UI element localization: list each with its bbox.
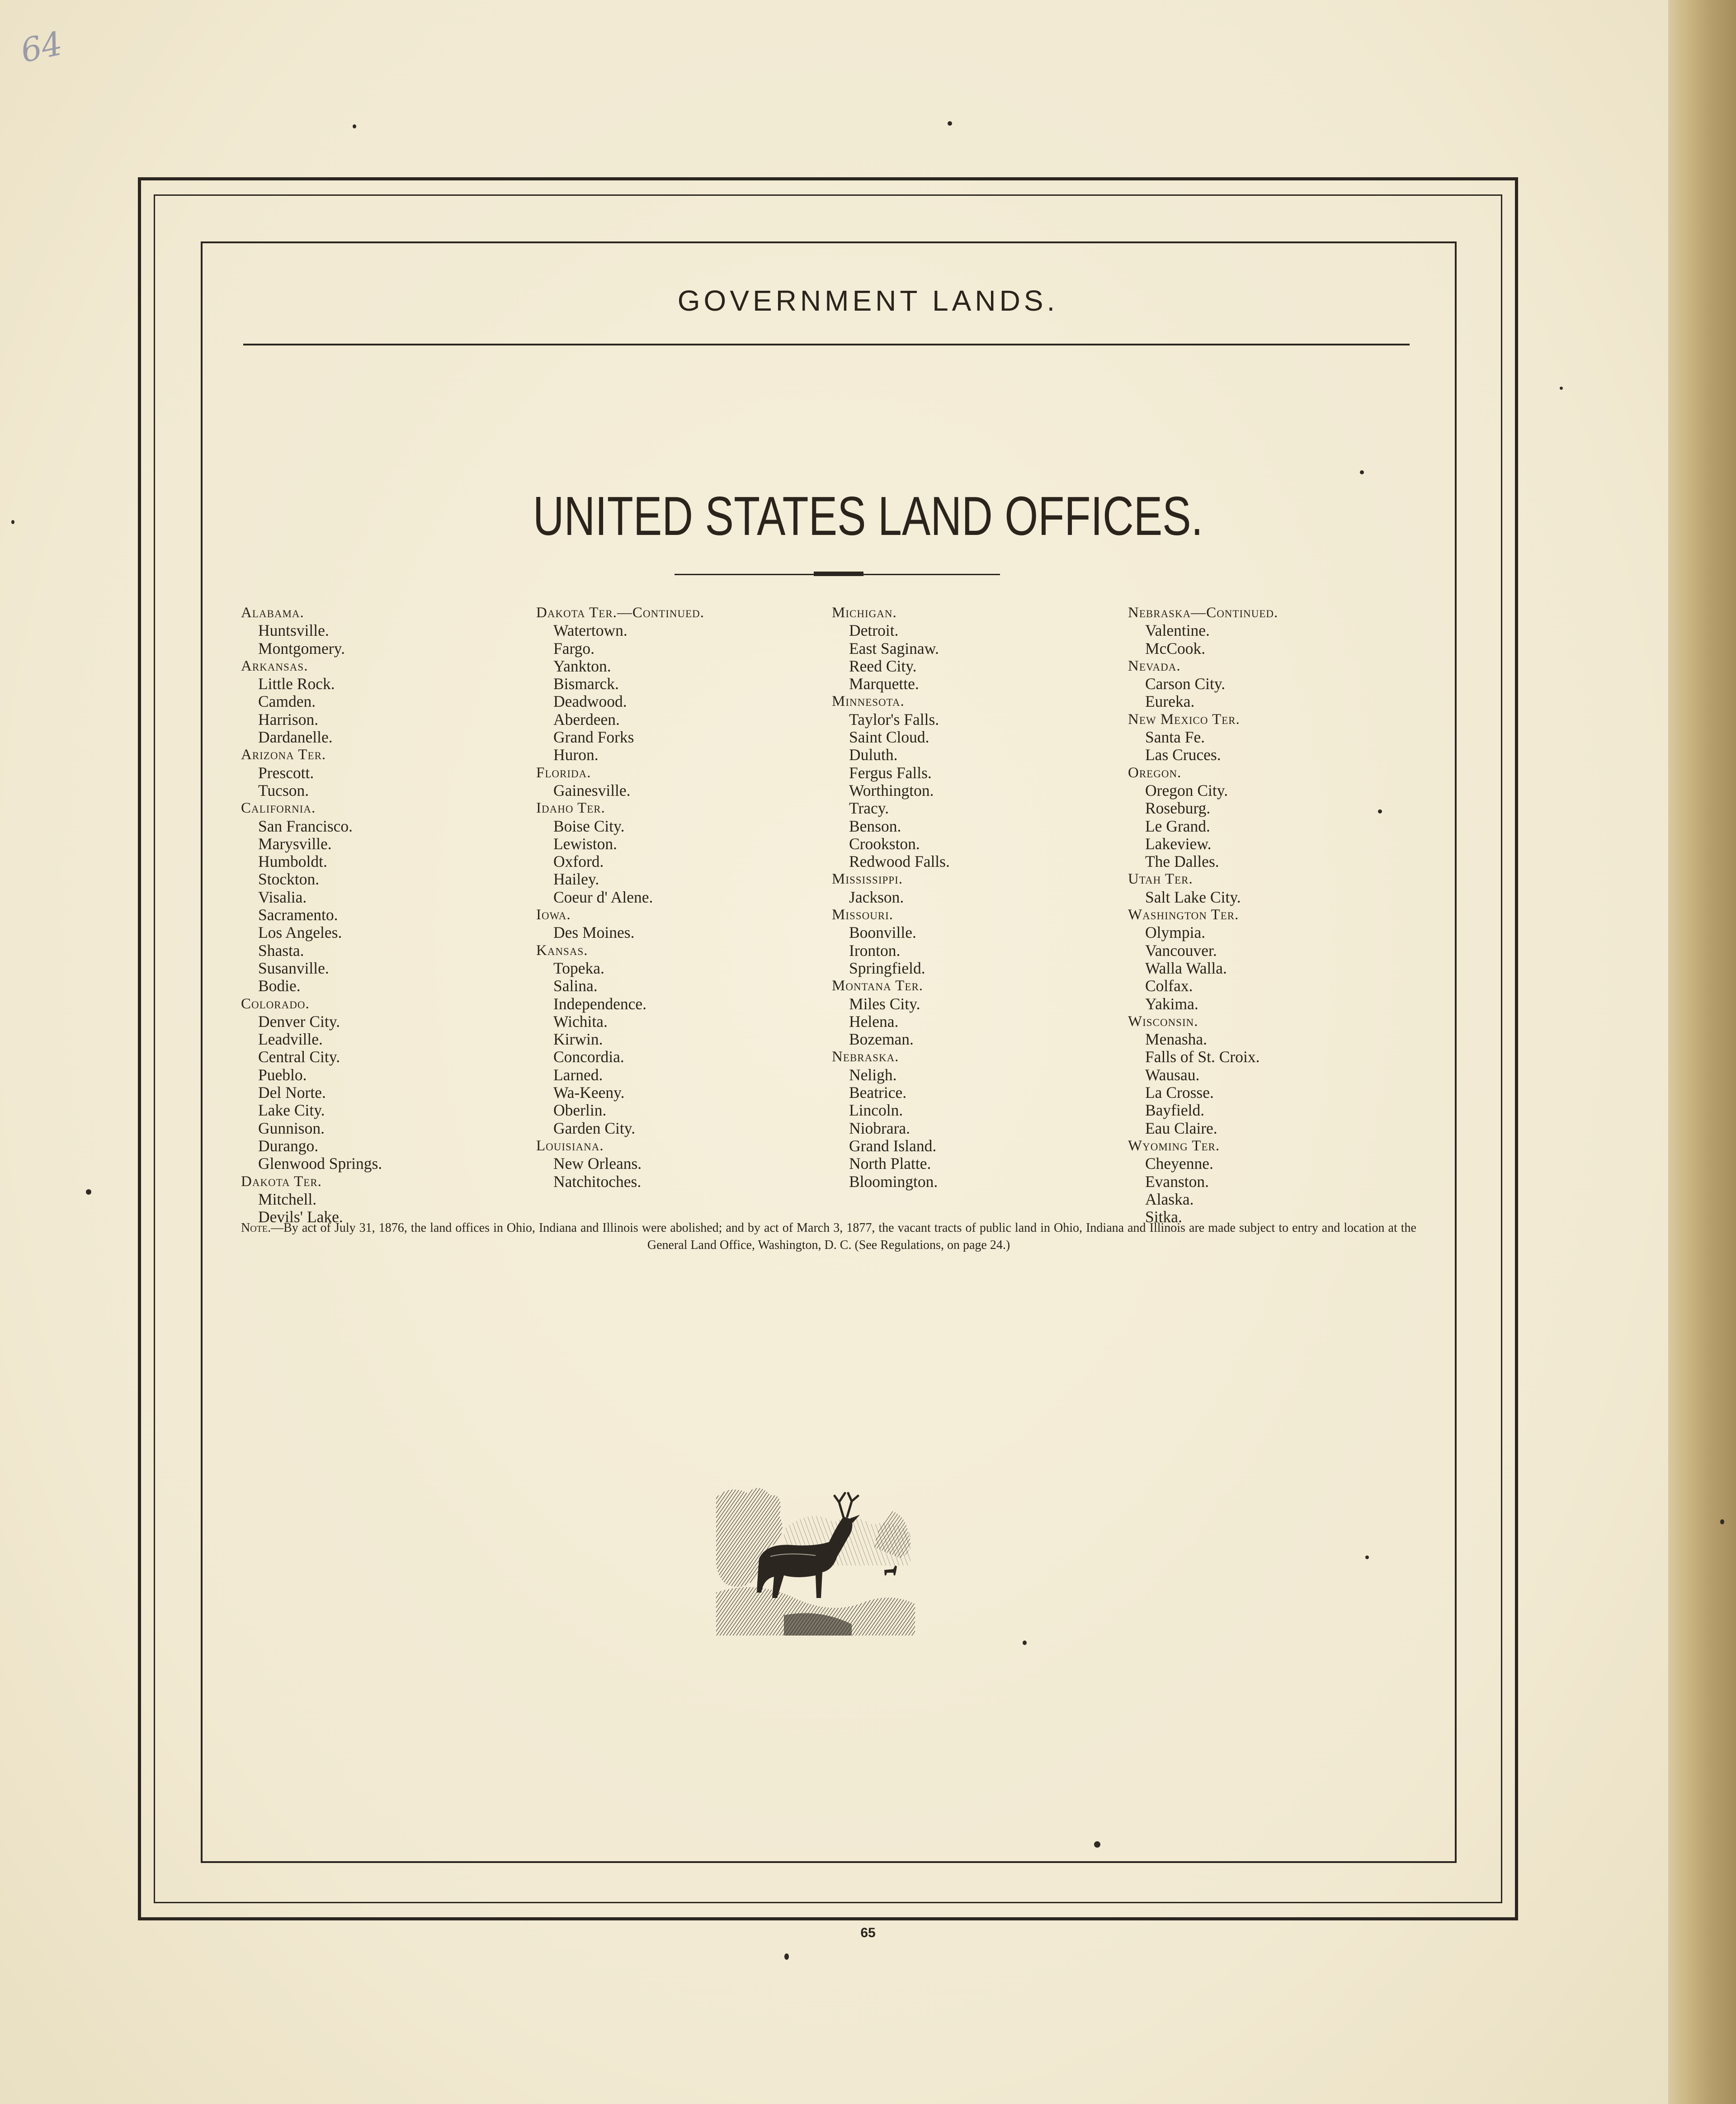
land-office-item: Bismarck. [553,675,619,693]
land-office-item: Deadwood. [553,692,627,711]
land-office-item: Visalia. [258,888,307,906]
land-office-item: Gunnison. [258,1119,325,1137]
land-office-item: Mitchell. [258,1190,317,1208]
land-office-item: Colfax. [1145,977,1193,995]
state-heading: Wyoming Ter. [1128,1137,1220,1154]
land-office-item: Boise City. [553,817,625,835]
land-office-item: Salina. [553,977,598,995]
paper-speck [948,121,952,126]
land-office-item: Santa Fe. [1145,728,1205,747]
land-office-item: Independence. [553,994,646,1013]
paper-speck [1360,470,1364,474]
land-office-item: Salt Lake City. [1145,888,1241,906]
land-office-item: New Orleans. [553,1154,642,1173]
paper-speck [1720,1519,1724,1524]
land-office-item: Saint Cloud. [849,728,929,747]
state-heading: Alabama. [241,605,304,621]
land-office-item: McCook. [1145,639,1206,657]
land-office-item: Topeka. [553,959,604,977]
land-office-item: Shasta. [258,941,304,960]
land-office-item: Dardanelle. [258,728,333,747]
state-heading: Oregon. [1128,764,1182,781]
paper-speck [1365,1556,1369,1559]
land-office-item: Crookston. [849,834,920,853]
land-office-item: Le Grand. [1145,817,1210,835]
land-office-item: Susanville. [258,959,329,977]
land-office-item: Oregon City. [1145,781,1228,799]
paper-speck [784,1953,789,1960]
land-office-item: Huron. [553,746,599,764]
land-office-item: Concordia. [553,1048,624,1066]
state-heading: Michigan. [832,605,897,621]
land-office-item: Cheyenne. [1145,1154,1213,1173]
state-heading: Montana Ter. [832,978,924,994]
land-office-item: Wausau. [1145,1065,1200,1084]
land-office-item: Las Cruces. [1145,746,1221,764]
deer-engraving-icon [716,1480,915,1636]
land-office-item: Del Norte. [258,1083,326,1102]
land-office-item: Prescott. [258,763,314,782]
state-heading: Nevada. [1128,657,1181,674]
footnote-label: Note. [241,1221,271,1235]
land-office-item: Camden. [258,692,316,711]
land-office-item: Fargo. [553,639,595,657]
office-column-2 [536,604,704,1191]
land-office-item: Vancouver. [1145,941,1217,960]
land-office-item: Grand Forks [553,728,634,747]
land-office-item: Boonville. [849,923,916,942]
land-office-item: East Saginaw. [849,639,939,657]
land-office-item: Redwood Falls. [849,852,950,871]
land-office-item: Taylor's Falls. [849,710,939,728]
paper-speck [1094,1841,1100,1848]
land-office-item: Evanston. [1145,1172,1209,1191]
land-office-item: Miles City. [849,994,920,1013]
land-office-item: Lakeview. [1145,834,1212,853]
land-office-item: Eureka. [1145,692,1195,711]
office-column-1 [241,604,382,1226]
land-office-item: Natchitoches. [553,1172,642,1191]
land-office-item: Devils' Lake. [258,1208,343,1226]
land-office-item: Denver City. [258,1012,340,1031]
land-office-item: Menasha. [1145,1030,1208,1049]
land-office-item: Bozeman. [849,1030,914,1049]
land-office-item: Lincoln. [849,1101,903,1120]
land-office-item: Springfield. [849,959,925,977]
state-heading: Dakota Ter.—Continued. [536,605,704,621]
land-office-item: Kirwin. [553,1030,603,1049]
state-heading: New Mexico Ter. [1128,711,1240,728]
land-office-item: Benson. [849,817,901,835]
land-office-item: Olympia. [1145,923,1206,942]
land-office-item: Glenwood Springs. [258,1154,382,1173]
land-office-item: Yankton. [553,657,611,675]
handwritten-folio-mark: 64 [17,24,66,70]
footnote-text: —By act of July 31, 1876, the land offices in Ohio, Indiana and Illinois were abolished; and by act of March 3, 1877, the vacant tracts of public land in Ohio, Indiana and Illinois are made subject to entry and location at the General Land Office, Washington, D. C. (See Regulations, on page 24.) [271,1221,1416,1252]
land-office-item: Little Rock. [258,675,335,693]
state-heading: California. [241,800,316,817]
land-office-item: Bayfield. [1145,1101,1205,1120]
state-heading: Arkansas. [241,657,308,674]
land-office-item: Beatrice. [849,1083,907,1102]
land-office-item: Valentine. [1145,621,1210,640]
land-office-item: Oberlin. [553,1101,607,1120]
land-office-item: Duluth. [849,746,898,764]
land-office-item: Bloomington. [849,1172,938,1191]
land-office-item: Harrison. [258,710,319,728]
land-office-item: Coeur d' Alene. [553,888,653,906]
land-office-item: Gainesville. [553,781,631,799]
land-office-item: Aberdeen. [553,710,620,728]
land-office-item: Bodie. [258,977,301,995]
paper-speck [11,520,14,524]
land-office-item: Detroit. [849,621,899,640]
land-office-item: North Platte. [849,1154,931,1173]
land-office-item: Wa-Keeny. [553,1083,625,1102]
page-number: 65 [860,1925,876,1940]
state-heading: Kansas. [536,942,588,959]
land-office-item: Carson City. [1145,675,1226,693]
land-office-item: The Dalles. [1145,852,1219,871]
title-divider-rule [243,344,1410,345]
land-office-item: La Crosse. [1145,1083,1214,1102]
land-office-item: Stockton. [258,870,320,889]
land-office-item: Alaska. [1145,1190,1194,1208]
paper-speck [1560,387,1563,390]
land-office-item: Leadville. [258,1030,323,1049]
land-office-item: Montgomery. [258,639,345,657]
land-office-item: Niobrara. [849,1119,910,1137]
land-office-item: Central City. [258,1048,340,1066]
state-heading: Colorado. [241,995,310,1012]
land-office-item: Durango. [258,1136,319,1155]
paper-speck [1378,809,1382,813]
land-office-item: Marysville. [258,834,332,853]
land-office-item: Jackson. [849,888,904,906]
land-office-item: Eau Claire. [1145,1119,1217,1137]
land-office-item: Oxford. [553,852,604,871]
section-title: GOVERNMENT LANDS. [677,284,1059,317]
land-office-item: Walla Walla. [1145,959,1227,977]
land-office-item: Marquette. [849,675,919,693]
state-heading: Idaho Ter. [536,800,605,817]
paper-speck [86,1189,91,1195]
land-office-item: Reed City. [849,657,917,675]
office-column-4 [1128,604,1278,1226]
subtitle-divider-ornament [814,572,863,576]
land-office-item: Ironton. [849,941,901,960]
land-office-item: Huntsville. [258,621,329,640]
land-office-item: Tracy. [849,799,889,818]
state-heading: Dakota Ter. [241,1173,322,1190]
state-heading: Louisiana. [536,1137,604,1154]
state-heading: Nebraska—Continued. [1128,605,1278,621]
state-heading: Utah Ter. [1128,871,1193,888]
land-office-item: Lewiston. [553,834,617,853]
land-office-item: Grand Island. [849,1136,937,1155]
land-office-item: Humboldt. [258,852,327,871]
land-office-item: Los Angeles. [258,923,342,942]
state-heading: Wisconsin. [1128,1013,1198,1030]
land-office-item: Falls of St. Croix. [1145,1048,1260,1066]
land-office-item: Des Moines. [553,923,635,942]
state-heading: Missouri. [832,907,894,923]
paper-speck [1023,1641,1027,1645]
land-office-item: Garden City. [553,1119,636,1137]
land-office-item: Helena. [849,1012,899,1031]
land-office-item: Pueblo. [258,1065,307,1084]
footnote [241,1220,1416,1254]
land-office-item: Wichita. [553,1012,608,1031]
land-office-item: Neligh. [849,1065,897,1084]
paper-speck [353,124,356,128]
state-heading: Florida. [536,764,591,781]
land-office-item: Worthington. [849,781,934,799]
land-office-item: Lake City. [258,1101,325,1120]
page-title: UNITED STATES LAND OFFICES. [533,485,1203,547]
office-column-3 [832,604,950,1191]
land-office-item: Yakima. [1145,994,1198,1013]
land-office-item: Tucson. [258,781,309,799]
state-heading: Nebraska. [832,1049,899,1065]
state-heading: Washington Ter. [1128,907,1239,923]
state-heading: Arizona Ter. [241,747,326,763]
state-heading: Minnesota. [832,693,905,710]
state-heading: Iowa. [536,907,571,923]
land-office-item: Fergus Falls. [849,763,932,782]
land-office-item: Sitka. [1145,1208,1182,1226]
land-office-item: Larned. [553,1065,603,1084]
state-heading: Mississippi. [832,871,903,888]
land-office-item: Roseburg. [1145,799,1211,818]
land-office-item: Hailey. [553,870,599,889]
land-office-item: San Francisco. [258,817,353,835]
land-office-item: Sacramento. [258,906,338,924]
land-office-item: Watertown. [553,621,627,640]
